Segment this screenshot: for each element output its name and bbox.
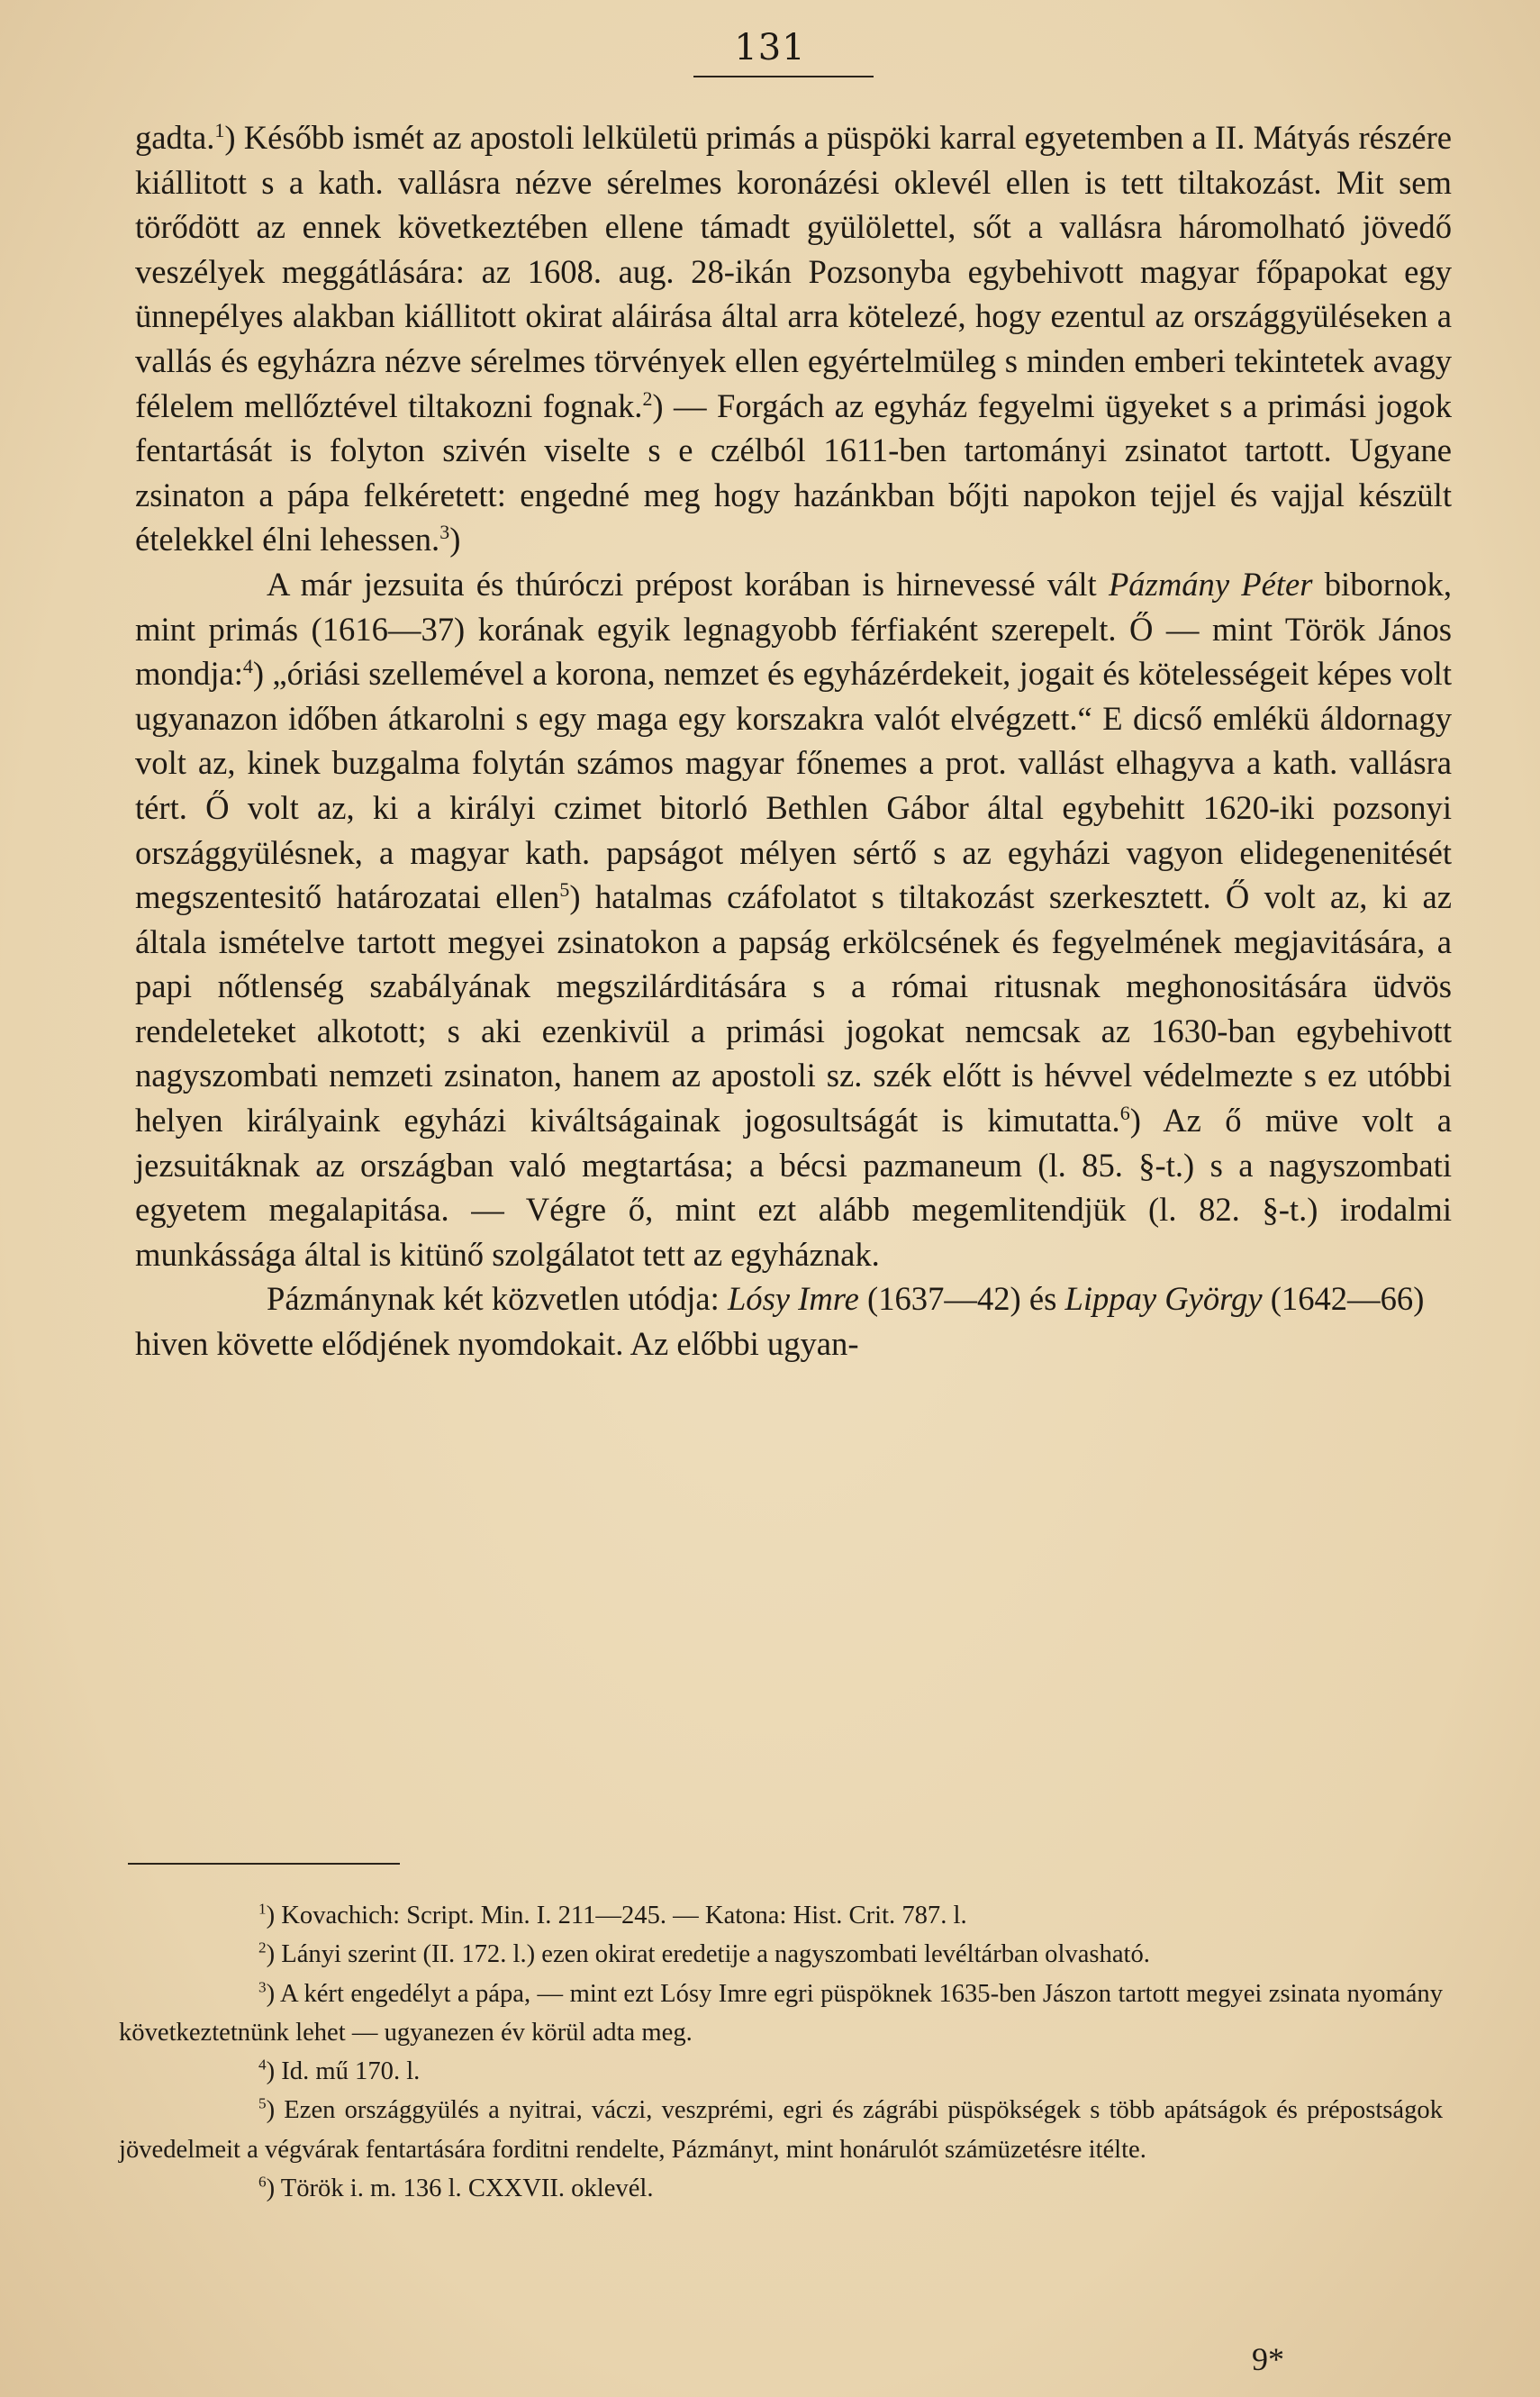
main-text: [135, 115, 1452, 1366]
text-run: ) — Forgách az egyház fegyelmi ügyeket s a primási jogok fentartását is folyton szivén viselte s e czélból 1611-ben tartományi zsinatot tartott. Ugyane zsinaton a pápa felkéretett: engedné meg hogy hazánkban bőjti napokon tejjel és vajjal készült ételekkel élni lehessen.: [135, 386, 1452, 558]
footnote-mark: 4: [258, 2056, 267, 2074]
page-number: 131: [734, 27, 806, 68]
footnote-text: ) Lányi szerint (II. 172. l.) ezen okirat eredetije a nagyszombati levéltárban olvasható.: [266, 1940, 1150, 1969]
italic-name: Lósy Imre: [727, 1280, 859, 1318]
footnotes: [119, 1896, 1443, 2208]
text-run: Pázmánynak két közvetlen utódja:: [267, 1280, 728, 1318]
paragraph: [135, 562, 1452, 1277]
footnote-text: ) Török i. m. 136 l. CXXVII. oklevél.: [266, 2175, 654, 2203]
text-run: ) Később ismét az apostoli lelkületü primás a püspöki karral egyetemben a II. Mátyás részére kiállitott s a kath. vallásra nézve sérelmes koronázési oklevél ellen is tett tiltakozást. Mit sem törődött az ennek következtében ellene támadt gyülölettel, sőt a vallásra háromolható jövedő veszélyek meggátlására: az 1608. aug. 28-ikán Pozsonyba egybehivott magyar főpapokat egy ünnepélyes alakban kiállitott okirat aláirása által arra kötelezé, hogy ezentul az országgyüléseken a vallás és egyházra nézve sérelmes törvények ellen egyértelmüleg s minden emberi tekintetek avagy félelem mellőztével tiltakozni fognak.: [135, 119, 1452, 424]
footnote: [119, 1975, 1443, 2053]
paragraph: [135, 115, 1452, 562]
signature-mark: 9*: [1252, 2341, 1284, 2377]
paragraph: [135, 1276, 1452, 1366]
header-rule: [693, 76, 874, 77]
text-run: gadta.: [135, 119, 215, 156]
text-run: ) Az ő müve volt a jezsuitáknak az országban való megtartása; a bécsi pazmaneum (l. 85. §-t.) s a nagyszombati egyetem megalapitása. — Végre ő, mint ezt alább megemlitendjük (l. 82. §-t.) irodalmi munkássága által is kitünő szolgálatot tett az egyháznak.: [135, 1102, 1452, 1273]
footnote-text: ) Id. mű 170. l.: [266, 2057, 421, 2086]
footnote: [119, 1935, 1443, 1974]
footnote-separator: [128, 1863, 400, 1865]
text-run: bibornok, mint primás (1616—37) korának egyik legnagyobb férfiaként szerepelt. Ő — mint Török János mondja:: [135, 565, 1452, 693]
footnote-mark: 1: [258, 1900, 267, 1918]
footnote-text: ) A kért engedélyt a pápa, — mint ezt Lósy Imre egri püspöknek 1635-ben Jászon tartott megyei zsinata nyomány következtetnünk lehet — ugyanezen év körül adta meg.: [119, 1979, 1443, 2047]
footnote-text: ) Kovachich: Script. Min. I. 211—245. — Katona: Hist. Crit. 787. l.: [266, 1902, 967, 1929]
text-run: (1642—66) hiven követte elődjének nyomdokait. Az előbbi ugyan-: [135, 1280, 1425, 1363]
footnote-mark: 6: [258, 2173, 267, 2191]
italic-name: Pázmány Péter: [1108, 565, 1313, 603]
footnote-ref: 4: [242, 654, 253, 677]
footnote-mark: 2: [258, 1939, 267, 1957]
footnote-ref: 1: [214, 118, 225, 141]
footnote-ref: 6: [1119, 1101, 1130, 1124]
footnote: [119, 2052, 1443, 2091]
text-run: ): [449, 521, 461, 558]
text-run: ) hatalmas czáfolatot s tiltakozást szerkesztett. Ő volt az, ki az általa ismételve tartott megyei zsinatokon a papság erkölcsének és fegyelmének megjavitására, a papi nőtlenség szabályának megszilárditására s a római ritusnak meghonositására üdvös rendeleteket alkotott; s aki ezenkivül a primási jogokat nemcsak az 1630-ban egybehivott nagyszombati nemzeti zsinaton, hanem az apostoli sz. szék előtt is hévvel védelmezte s ez utóbbi helyen királyaink egyházi kiváltságainak jogosultságát is kimutatta.: [135, 878, 1452, 1139]
italic-name: Lippay György: [1064, 1280, 1263, 1318]
footnote-ref: 3: [439, 521, 450, 544]
footnote: [119, 2169, 1443, 2208]
text-run: A már jezsuita és thúróczi prépost korában is hirnevessé vált: [267, 565, 1109, 603]
footnote-ref: 2: [642, 386, 653, 410]
text-run: ) „óriási szellemével a korona, nemzet és egyházérdekeit, jogait és kötelességeit képes volt ugyanazon időben átkarolni s egy maga egy korszakra valót elvégzett.“ E dicső emlékü áldornagy volt az, kinek buzgalma folytán számos magyar főnemes a prot. vallást elhagyva a kath. vallásra tért. Ő volt az, ki a királyi czimet bitorló Bethlen Gábor által egybehitt 1620-iki pozsonyi országgyülésnek, a magyar kath. papságot mélyen sértő s az egyházi vagyon elidegenenitését megszentesitő határozatai ellen: [135, 655, 1452, 916]
footnote-ref: 5: [559, 877, 570, 901]
footnote-text: ) Ezen országgyülés a nyitrai, váczi, veszprémi, egri és zágrábi püspökségek s több apátságok és prépostságok jövedelmeit a végvárak fentartására forditni rendelte, Pázmányt, mint honárulót számüzetésre itélte.: [119, 2096, 1443, 2164]
footnote-mark: 5: [258, 2095, 267, 2113]
footnote-mark: 3: [258, 1978, 267, 1996]
footnote: [119, 2091, 1443, 2169]
text-run: (1637—42) és: [858, 1280, 1065, 1318]
footnote: [119, 1896, 1443, 1935]
